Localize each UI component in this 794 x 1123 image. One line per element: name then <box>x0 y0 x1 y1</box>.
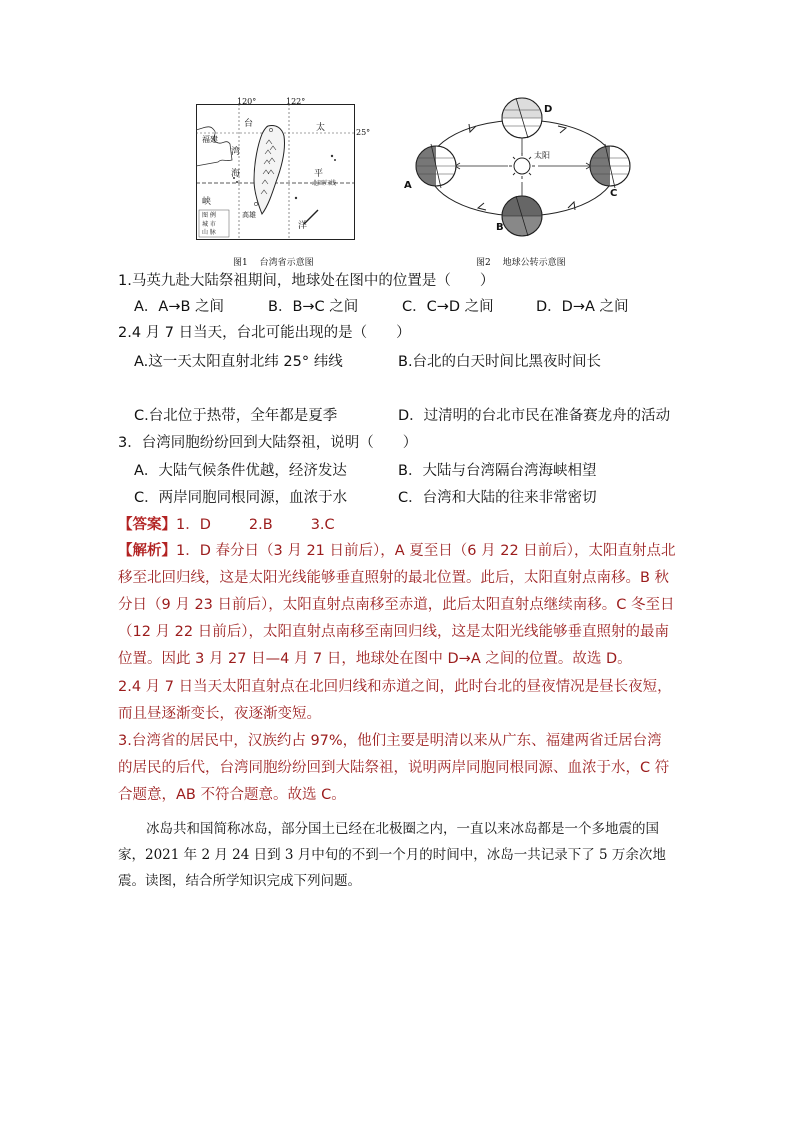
question-2-option-a: A.这一天太阳直射北纬 25° 纬线 <box>134 354 343 370</box>
answer-label: 【答案】 <box>118 517 176 533</box>
legend-mountain: 山 脉 <box>202 229 216 236</box>
question-2-option-b: B.台北的白天时间比黑夜时间长 <box>398 354 602 370</box>
question-1-option-c: C．C→D 之间 <box>402 299 494 315</box>
explanation-paragraph-3: 3.台湾省的居民中，汉族约占 97%，他们主要是明清以来从广东、福建两省迁居台湾的居民的后代，台湾同胞纷纷回到大陆祭祖，说明两岸同胞同根同源、血浓于水，C 符合题意，AB 不符合题意。故选 C。 <box>118 733 670 803</box>
place-ping-label: 平 <box>314 169 324 179</box>
answer-line <box>118 515 335 535</box>
answer-item-3: 3.C <box>310 517 335 533</box>
question-2-option-c: C.台北位于热带，全年都是夏季 <box>134 408 338 424</box>
question-3-option-d: C．台湾和大陆的往来非常密切 <box>398 490 597 506</box>
question-3-stem: 3．台湾同胞纷纷回到大陆祭祖，说明（ ） <box>118 435 418 451</box>
question-3-option-c: C．两岸同胞同根同源，血浓于水 <box>134 490 348 506</box>
question-1-stem: 1.马英九赴大陆祭祖期间，地球处在图中的位置是（ ） <box>118 273 495 289</box>
question-3-option-a: A．大陆气候条件优越，经济发达 <box>134 463 347 479</box>
longitude-122-label: 122° <box>286 97 306 106</box>
latitude-25-label: 25° <box>356 128 371 137</box>
legend-city: 城 市 <box>202 221 216 228</box>
question-2-option-d: D．过清明的台北市民在准备赛龙舟的活动 <box>398 408 671 424</box>
question-1-option-d: D．D→A 之间 <box>536 299 629 315</box>
place-tai-label: 台 <box>244 119 254 129</box>
question-2-stem: 2.4 月 7 日当天，台北可能出现的是（ ） <box>118 325 411 341</box>
taiwan-map-graphic <box>196 100 356 240</box>
place-hai-label: 海 <box>231 169 241 179</box>
question-3-option-b: B．大陆与台湾隔台湾海峡相望 <box>398 463 597 479</box>
figure-1-taiwan-map <box>196 97 371 240</box>
explanation-paragraph-1 <box>118 538 676 673</box>
legend-title: 图 例 <box>202 212 216 219</box>
question-1-option-b: B．B→C 之间 <box>268 299 359 315</box>
answer-item-1: 1．D <box>176 517 211 533</box>
earth-b-label: B <box>496 222 504 233</box>
figure-2-caption: 图2 地球公转示意图 <box>476 258 566 268</box>
explanation-paragraph-2: 2.4 月 7 日当天太阳直射点在北回归线和赤道之间，此时台北的昼夜情况是昼长夜短，而且昼逐渐变长，夜逐渐变短。 <box>118 679 672 722</box>
earth-c-label: C <box>610 188 618 199</box>
place-kaohsiung-label: 高雄 <box>242 211 256 219</box>
place-fujian-label: 福建 <box>202 135 218 144</box>
place-taiping-label: 太 <box>316 123 326 133</box>
place-xia-label: 峡 <box>202 197 212 207</box>
explanation-text-1: 1．D 春分日（3 月 21 日前后），A 夏至日（6 月 22 日前后），太阳直射点北移至北回归线，这是太阳光线能够垂直照射的最北位置。此后，太阳直射点南移。B 秋分日（9 月 23 日前后），太阳直射点南移至赤道，此后太阳直射点继续南移。C 冬至日（12 月 22 日前后），太阳直射点南移至南回归线，这是太阳光线能够垂直照射的最南位置。因此 3 月 27 日—4 月 7 日，地球处在图中 D→A 之间的位置。故选 D。 <box>118 543 676 667</box>
earth-a-label: A <box>404 180 412 191</box>
sun-label: 太阳 <box>534 151 550 160</box>
figure-1-caption: 图1 台湾省示意图 <box>233 258 314 268</box>
revolution-graphic <box>398 96 648 246</box>
earth-d-label: D <box>544 104 553 115</box>
answer-item-2: 2.B <box>248 517 273 533</box>
figure-2-revolution-diagram <box>398 96 648 246</box>
tropic-label: 北回归线 <box>312 180 337 187</box>
explanation-label: 【解析】 <box>118 543 176 559</box>
longitude-120-label: 120° <box>237 97 257 106</box>
passage-iceland: 冰岛共和国简称冰岛，部分国土已经在北极圈之内，一直以来冰岛都是一个多地震的国家，2021 年 2 月 24 日到 3 月中旬的不到一个月的时间中，冰岛一共记录下了 5 万余次地震。读图，结合所学知识完成下列问题。 <box>118 821 666 889</box>
question-1-option-a: A．A→B 之间 <box>134 299 225 315</box>
place-wan-label: 湾 <box>231 147 241 157</box>
place-yang-label: 洋 <box>298 221 308 231</box>
